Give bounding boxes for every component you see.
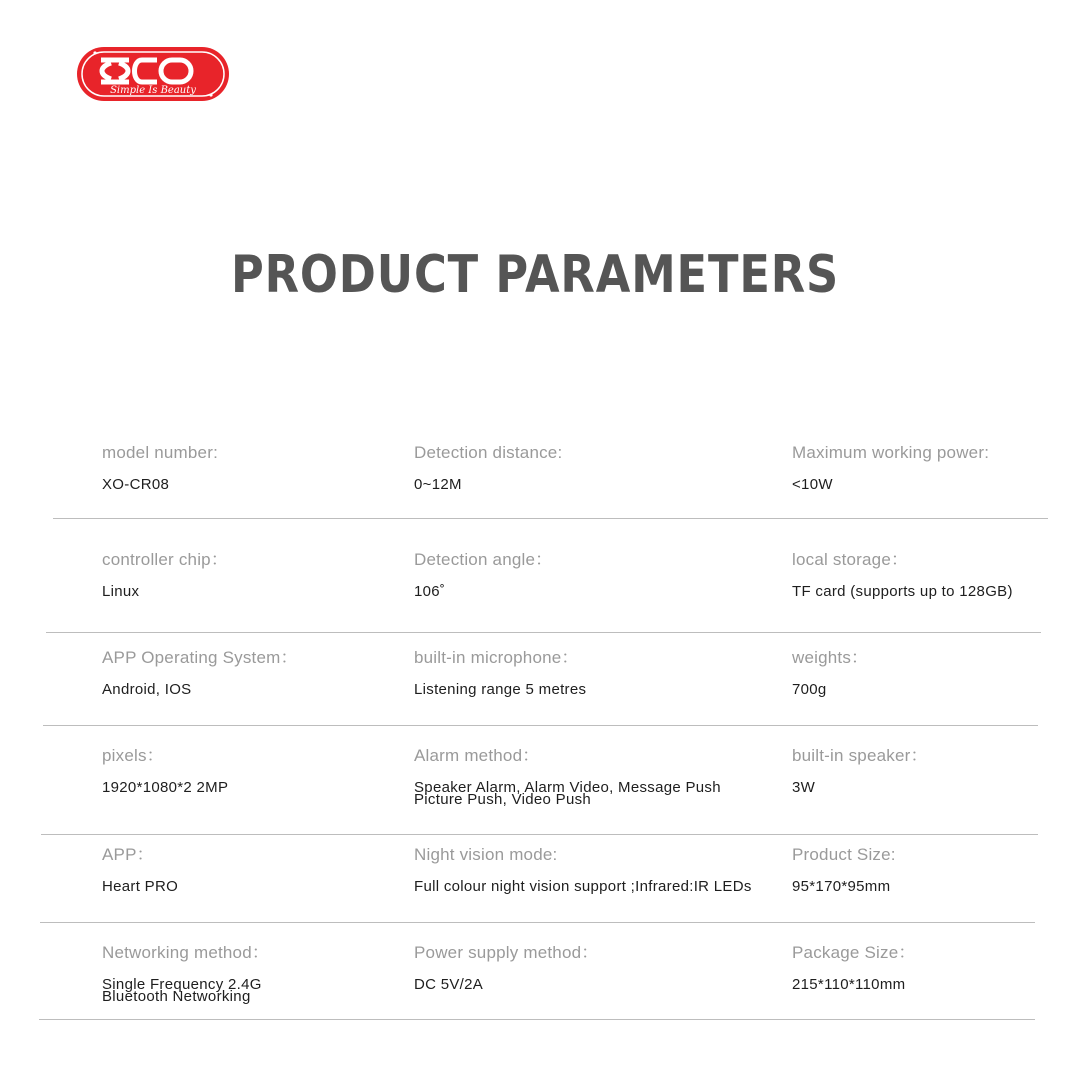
row-divider (40, 922, 1035, 923)
param-cell (792, 943, 916, 991)
row-divider (39, 1019, 1035, 1020)
param-label: weights： (792, 648, 869, 667)
param-label: Networking method： (102, 943, 270, 962)
param-cell (102, 443, 218, 491)
param-value: <10W (792, 476, 833, 493)
param-value: Speaker Alarm, Alarm Video, Message Push Picture Push, Video Push (414, 779, 721, 808)
param-value: 106˚ (414, 583, 446, 600)
param-value: Linux (102, 583, 140, 600)
row-divider (41, 834, 1038, 835)
row-divider (46, 632, 1041, 633)
param-cell (792, 845, 896, 893)
param-label: Detection angle： (414, 550, 553, 569)
param-cell (102, 550, 228, 598)
param-cell (414, 443, 562, 491)
param-label: Night vision mode: (414, 845, 558, 864)
param-cell (792, 550, 1013, 598)
param-cell (414, 845, 752, 893)
param-cell (102, 746, 228, 794)
param-label: model number: (102, 443, 218, 462)
param-value: 0~12M (414, 476, 462, 493)
param-value: Listening range 5 metres (414, 681, 587, 698)
param-cell (414, 550, 552, 598)
param-value: Heart PRO (102, 878, 179, 895)
param-label: Product Size: (792, 845, 896, 864)
param-label: APP Operating System： (102, 648, 298, 667)
param-label: built-in speaker： (792, 746, 928, 765)
param-cell (792, 648, 868, 696)
row-divider (43, 725, 1038, 726)
param-label: Maximum working power: (792, 443, 990, 462)
param-value: 700g (792, 681, 827, 698)
brand-tagline: Simple Is Beauty (110, 85, 196, 96)
param-label: Alarm method： (414, 746, 540, 765)
param-label: Power supply method： (414, 943, 599, 962)
param-cell (792, 443, 989, 491)
param-cell (102, 648, 298, 696)
param-value: 215*110*110mm (792, 976, 906, 993)
param-value: 3W (792, 779, 816, 796)
param-label: controller chip： (102, 550, 229, 569)
param-value: 1920*1080*2 2MP (102, 779, 229, 796)
param-value: Single Frequency 2.4G Bluetooth Networking (102, 976, 262, 1005)
param-label: built-in microphone： (414, 648, 579, 667)
param-value: XO-CR08 (102, 476, 170, 493)
param-value: Android, IOS (102, 681, 192, 698)
param-label: pixels： (102, 746, 164, 765)
param-label: Detection distance: (414, 443, 563, 462)
param-label: APP： (102, 845, 154, 864)
xo-brand-logo (75, 45, 231, 103)
param-value: 95*170*95mm (792, 878, 891, 895)
param-cell (414, 746, 721, 806)
param-value: Full colour night vision support ;Infrared:IR LEDs (414, 878, 752, 895)
param-value: DC 5V/2A (414, 976, 484, 993)
row-divider (53, 518, 1048, 519)
param-cell (414, 648, 586, 696)
param-cell (792, 746, 928, 794)
param-label: local storage： (792, 550, 909, 569)
page-title: PRODUCT PARAMETERS (231, 245, 840, 305)
param-label: Package Size： (792, 943, 916, 962)
param-cell (414, 943, 598, 991)
param-cell (102, 845, 178, 893)
param-value: TF card (supports up to 128GB) (792, 583, 1013, 600)
param-cell (102, 943, 269, 1003)
